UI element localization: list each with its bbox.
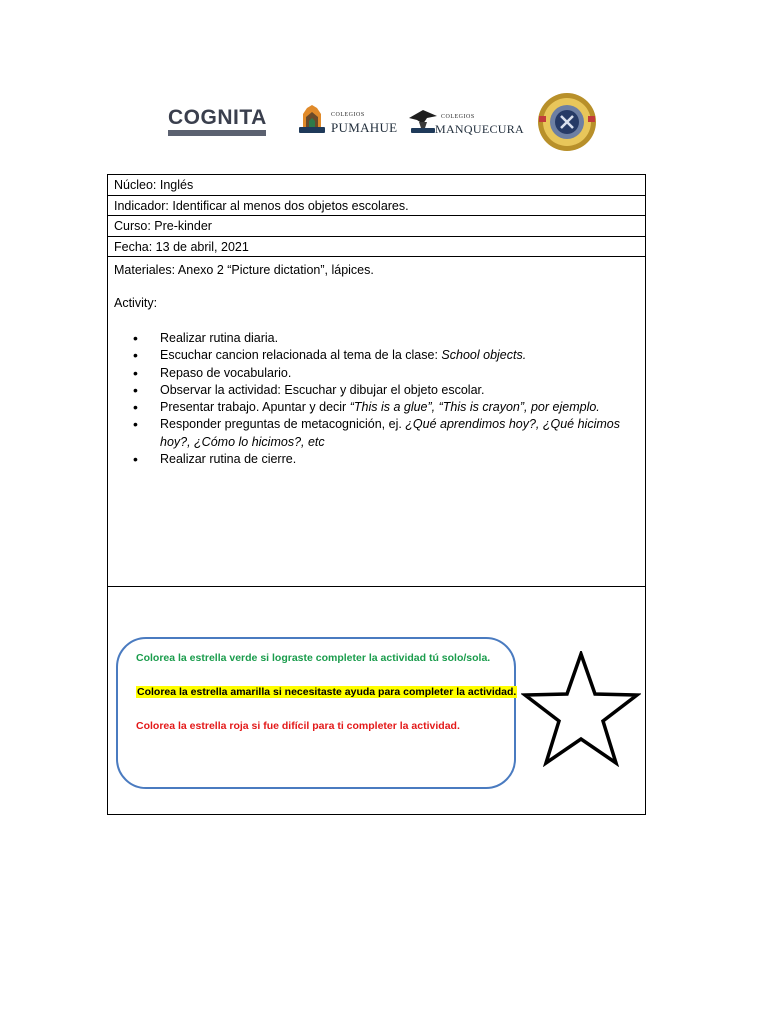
- list-item: • Presentar trabajo. Apuntar y decir “This is a glue”, “This is crayon”, por ejemplo.: [160, 399, 639, 416]
- row-curso: [108, 216, 645, 237]
- lesson-table: [107, 174, 646, 815]
- nucleo-text: Núcleo: Inglés: [114, 178, 194, 192]
- row-materiales: [108, 257, 645, 587]
- pumahue-logo: [295, 102, 398, 142]
- list-item: • Realizar rutina de cierre.: [160, 451, 639, 468]
- materiales-text: Materiales: Anexo 2 “Picture dictation”, lápices.: [114, 263, 374, 277]
- seal-icon: [537, 92, 597, 152]
- list-item: • Repaso de vocabulario.: [160, 365, 639, 382]
- american-british-seal: [537, 92, 597, 152]
- curso-text: Curso: Pre-kinder: [114, 219, 212, 233]
- logo-header: [0, 90, 768, 152]
- pumahue-name: PUMAHUE: [331, 120, 398, 135]
- manquecura-name: MANQUECURA: [435, 122, 525, 136]
- row-indicador: [108, 196, 645, 217]
- activity-list: [114, 330, 639, 468]
- row-nucleo: [108, 175, 645, 196]
- star-icon[interactable]: [521, 651, 641, 767]
- list-item: • Observar la actividad: Escuchar y dibujar el objeto escolar.: [160, 382, 639, 399]
- cognita-logo-bar: [168, 130, 266, 136]
- green-star-instruction: Colorea la estrella verde si lograste completer la actividad tú solo/sola.: [136, 652, 491, 664]
- indicador-text: Indicador: Identificar al menos dos objetos escolares.: [114, 198, 409, 213]
- pumahue-subtitle: COLEGIOS: [331, 112, 365, 118]
- cognita-logo-text: COGNITA: [168, 106, 267, 129]
- manquecura-subtitle: COLEGIOS: [441, 114, 475, 120]
- activity-heading: Activity:: [114, 296, 158, 310]
- cognita-logo: [168, 107, 268, 139]
- list-item: • Realizar rutina diaria.: [160, 330, 639, 347]
- manquecura-logo: [407, 102, 525, 142]
- yellow-star-instruction: Colorea la estrella amarilla si necesitaste ayuda para completer la actividad.: [137, 686, 517, 698]
- list-item: • Escuchar cancion relacionada al tema de la clase: School objects.: [160, 347, 639, 364]
- fecha-text: Fecha: 13 de abril, 2021: [114, 239, 249, 254]
- red-star-instruction: Colorea la estrella roja si fue difícil para ti completer la actividad.: [136, 720, 460, 732]
- row-evaluation: [108, 587, 645, 814]
- pumahue-crest-icon: [295, 102, 329, 136]
- list-item: • Responder preguntas de metacognición, ej. ¿Qué aprendimos hoy?, ¿Qué hicimos hoy?, ¿Cómo lo hicimos?, etc: [160, 416, 639, 451]
- row-fecha: [108, 237, 645, 258]
